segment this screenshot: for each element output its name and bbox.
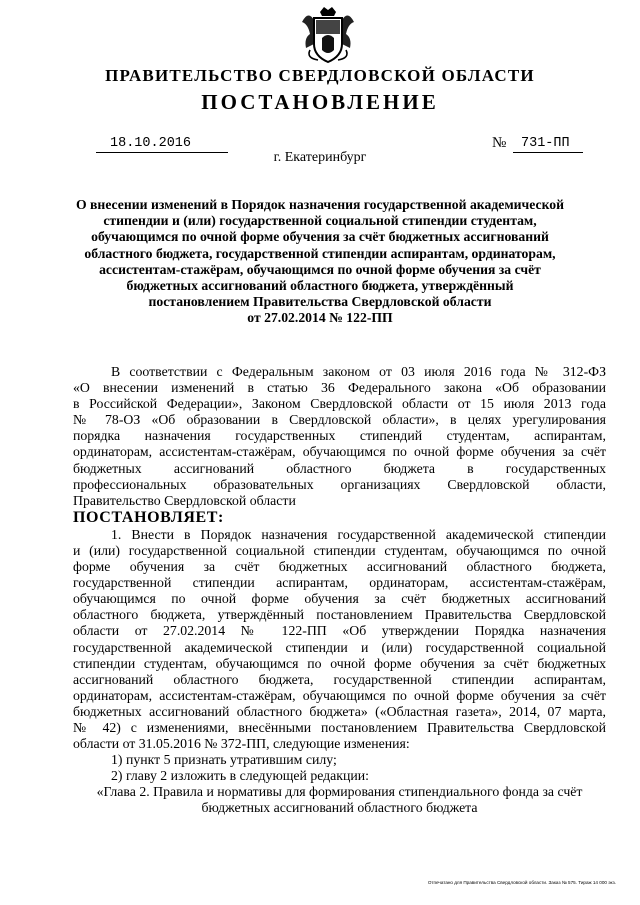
city-name: г. Екатеринбург	[273, 150, 367, 165]
document-type: ПОСТАНОВЛЕНИЕ	[201, 90, 439, 114]
title-line: ассистентам-стажёрам, обучающимся по очной форме обучения за счёт	[99, 261, 541, 277]
item-line: государственной академической стипендии и (или) государственной социальной	[73, 639, 606, 655]
preamble-line: В соответствии с Федеральным законом от 03 июля 2016 года № 312-ФЗ	[111, 364, 606, 379]
title-line: стипендии и (или) государственной социальной стипендии студентам,	[103, 213, 537, 229]
subitem-1: 1) пункт 5 признать утратившим силу;	[111, 752, 337, 768]
title-line: постановлением Правительства Свердловской области	[148, 294, 492, 310]
decree-number: 731-ПП	[513, 136, 583, 153]
item-line: ординаторам, ассистентам-стажёрам, обучающимся по очной форме обучения за счёт	[73, 687, 606, 703]
item-line: и (или) государственной социальной стипендии студентам, обучающимся по очной	[73, 542, 606, 558]
decree-title	[60, 197, 580, 327]
government-name: ПРАВИТЕЛЬСТВО СВЕРДЛОВСКОЙ ОБЛАСТИ	[105, 66, 535, 85]
item-line: форме обучения за счёт бюджетных ассигнований областного бюджета,	[73, 559, 606, 575]
title-line: областного бюджета, государственной стипендии аспирантам, ординаторам,	[84, 245, 556, 261]
decree-date: 18.10.2016	[96, 136, 228, 153]
preamble-line: бюджетных ассигнований областного бюджета в государственных	[73, 460, 606, 476]
chapter-line: «Глава 2. Правила и нормативы для формирования стипендиального фонда за счёт	[96, 784, 583, 800]
item-line: бюджетных ассигнований областного бюджета» («Областная газета», 2014, 07 марта,	[73, 703, 606, 719]
coat-of-arms-icon	[300, 4, 356, 66]
chapter-heading	[73, 784, 606, 816]
item-line: области от 31.05.2016 № 372-ПП, следующие изменения:	[73, 736, 410, 752]
item-line: областного бюджета, утверждённый постановлением Правительства Свердловской	[73, 607, 606, 623]
item-line: области от 27.02.2014 № 122-ПП «Об утверждении Порядка назначения	[73, 623, 606, 639]
preamble-line: ординаторам, ассистентам-стажёрам, обучающимся по очной форме обучения за счёт	[73, 444, 606, 460]
print-imprint: Отпечатано для Правительства Свердловской области. Заказ № 575. Тираж 14 000 экз.	[427, 880, 616, 885]
item-1	[73, 527, 606, 752]
preamble-line: профессиональных образовательных организациях Свердловской области,	[73, 476, 606, 492]
preamble-line: в Российской Федерации», Законом Свердловской области от 15 июля 2013 года	[73, 396, 606, 412]
title-line: обучающимся по очной форме обучения за счёт бюджетных ассигнований	[91, 229, 549, 245]
preamble-line: № 78-ОЗ «Об образовании в Свердловской области», в целях урегулирования	[73, 412, 606, 428]
title-line: бюджетных ассигнований областного бюджета, утверждённый	[126, 278, 514, 294]
item-line: № 42) с изменениями, внесёнными постановлением Правительства Свердловской	[73, 719, 606, 735]
item-line: 1. Внести в Порядок назначения государственной академической стипендии	[111, 526, 606, 542]
title-line: от 27.02.2014 № 122-ПП	[247, 310, 393, 326]
title-line: О внесении изменений в Порядок назначения государственной академической	[75, 197, 565, 212]
preamble	[73, 364, 606, 509]
preamble-line: Правительство Свердловской области	[73, 492, 296, 508]
item-line: государственной стипендии аспирантам, ординаторам, ассистентам-стажёрам,	[73, 575, 606, 591]
item-line: ассигнований областного бюджета, государственной стипендии аспирантам,	[73, 671, 606, 687]
subitem-2: 2) главу 2 изложить в следующей редакции:	[111, 768, 369, 784]
number-label: №	[492, 135, 507, 151]
preamble-line: «О внесении изменений в статью 36 Федерального закона «Об образовании	[73, 380, 606, 396]
decree-body	[73, 364, 606, 817]
item-line: обучающимся по очной форме обучения за счёт бюджетных ассигнований	[73, 591, 606, 607]
resolves-heading: ПОСТАНОВЛЯЕТ:	[73, 508, 224, 526]
preamble-line: порядка назначения государственных стипендий студентам, аспирантам,	[73, 428, 606, 444]
item-line: стипендии студентам, обучающимся по очной форме обучения за счёт бюджетных	[73, 655, 606, 671]
chapter-line: бюджетных ассигнований областного бюджета	[201, 800, 478, 816]
